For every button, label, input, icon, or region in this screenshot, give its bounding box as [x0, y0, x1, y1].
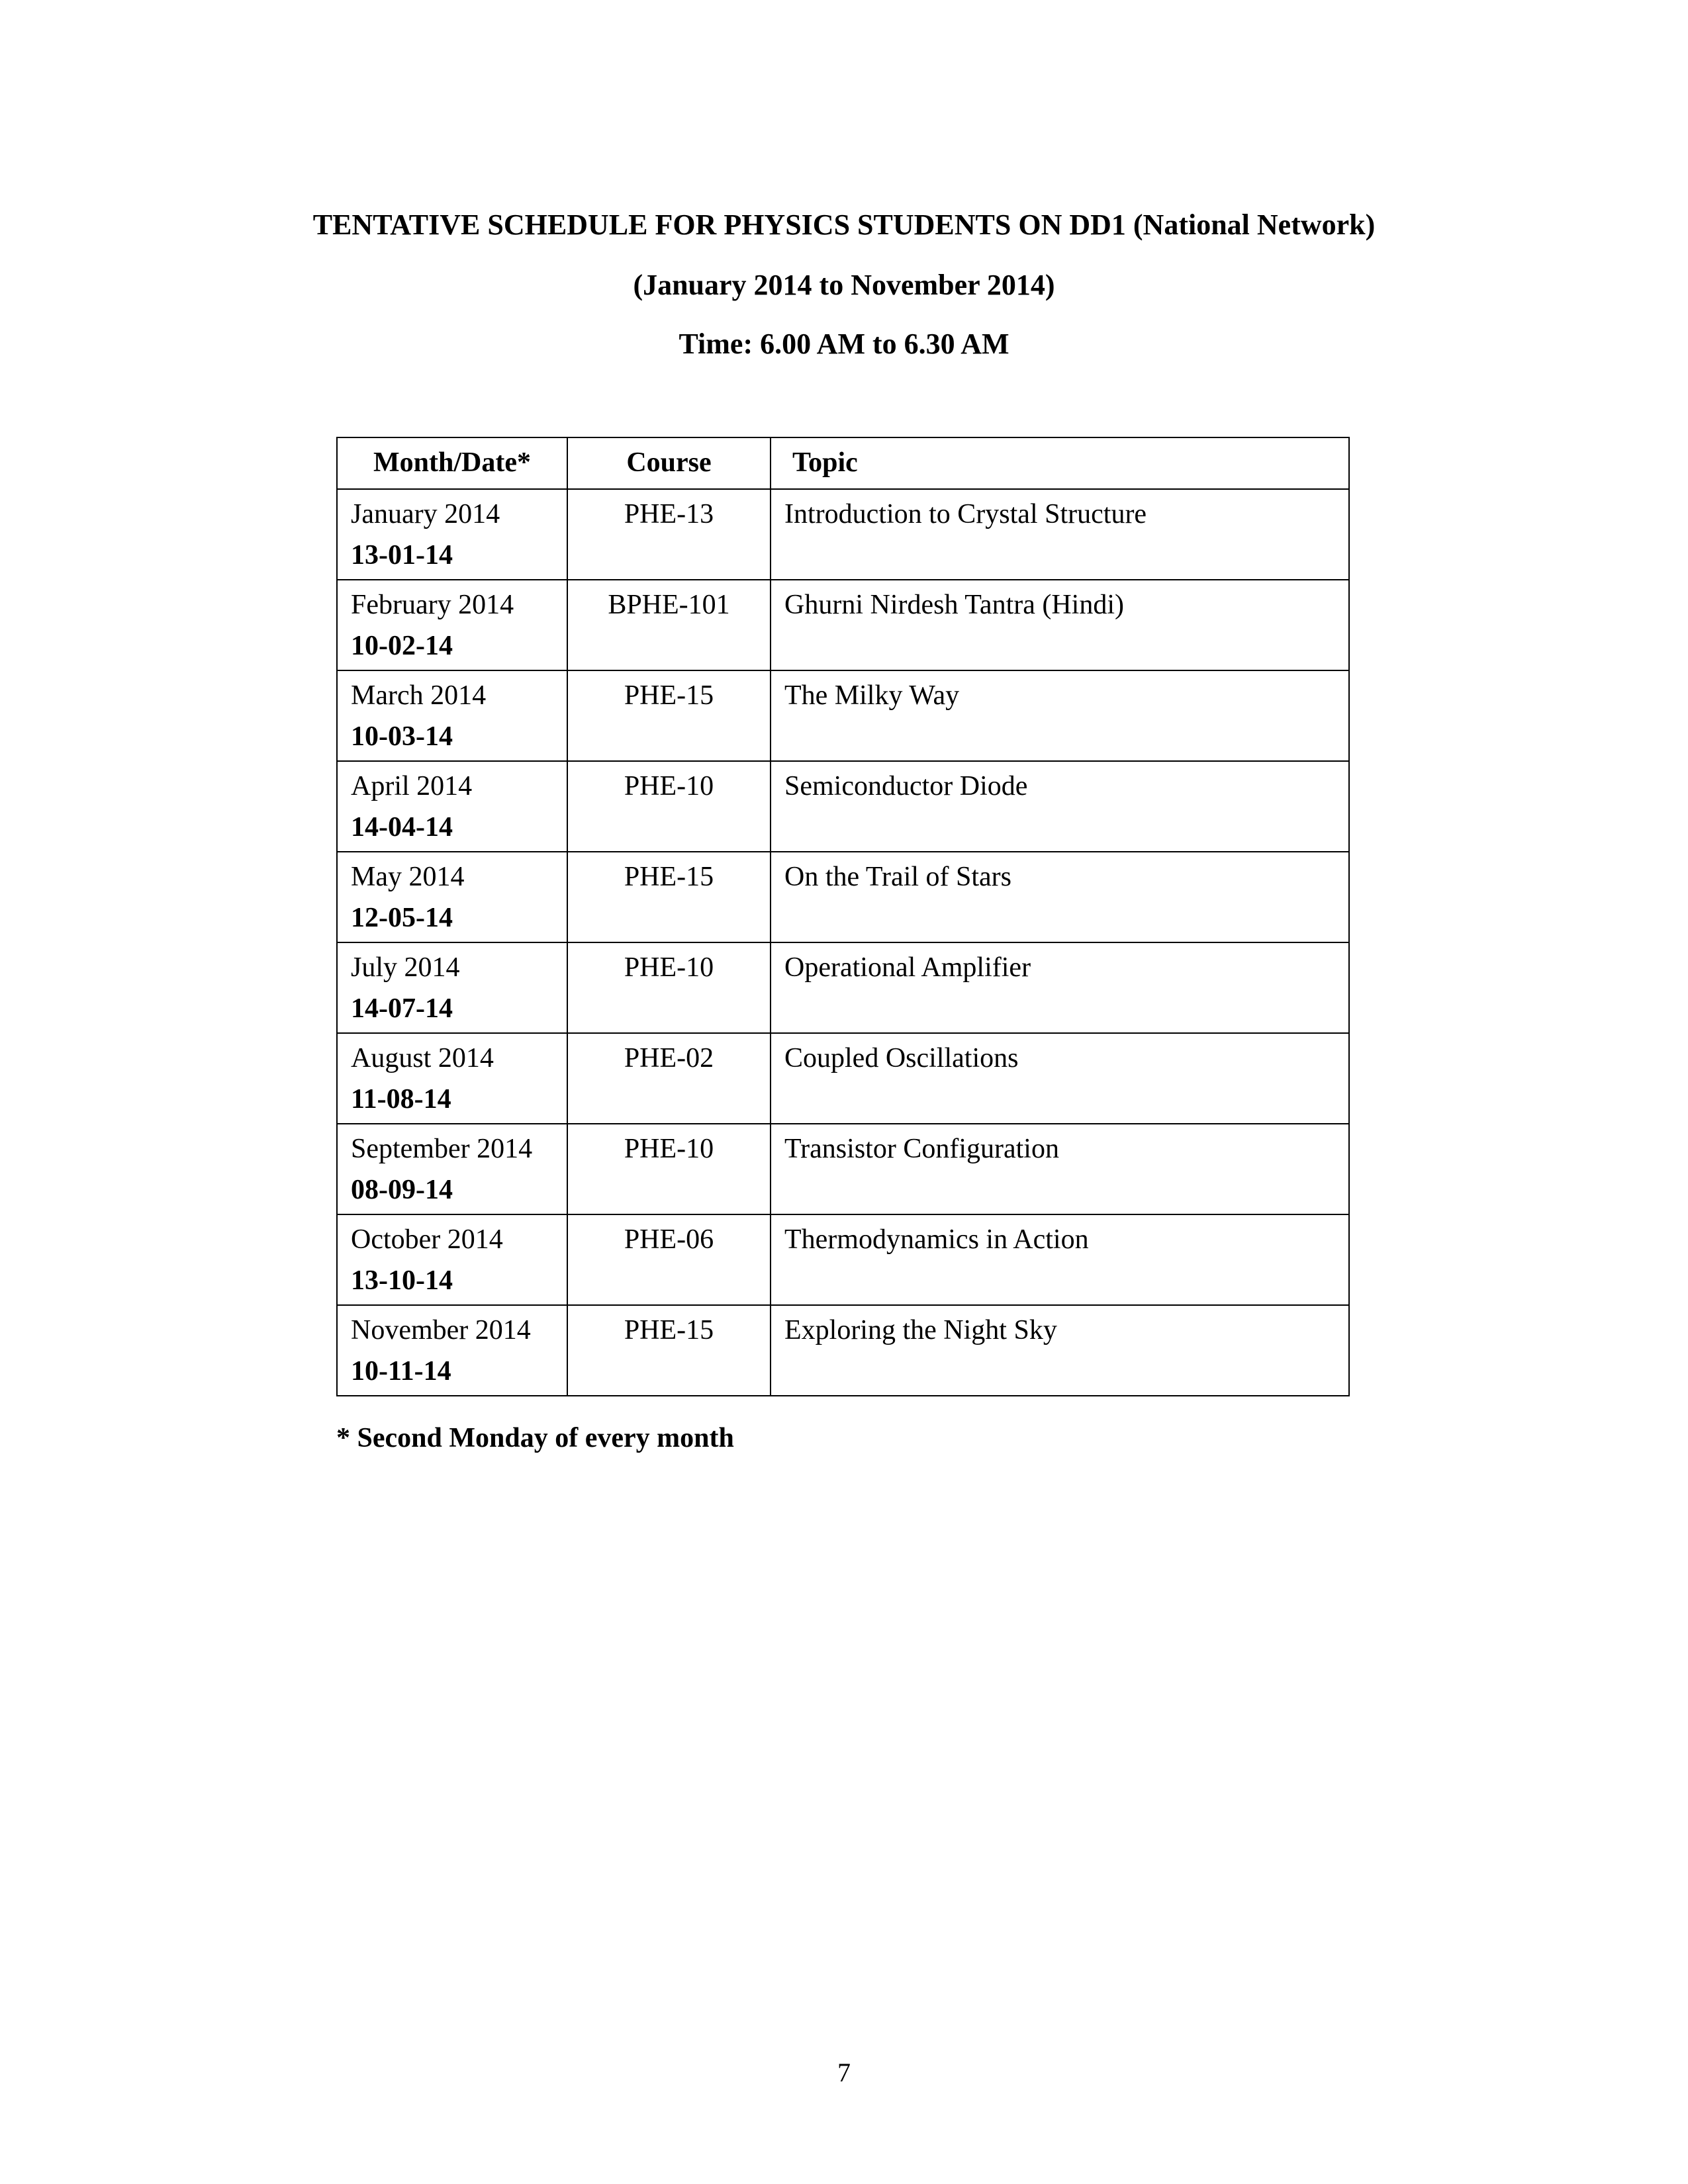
schedule-period: (January 2014 to November 2014)	[633, 269, 1055, 301]
course-code: PHE-15	[567, 670, 771, 761]
broadcast-date: 11-08-14	[351, 1084, 451, 1115]
table-header-row	[337, 437, 1349, 489]
course-code: PHE-15	[567, 852, 771, 942]
broadcast-date: 14-07-14	[351, 993, 453, 1024]
page-number: 7	[837, 2058, 851, 2087]
month-label: October 2014	[351, 1224, 503, 1255]
month-date-cell	[337, 1033, 567, 1124]
topic-title: Thermodynamics in Action	[784, 1224, 1089, 1255]
broadcast-date: 13-01-14	[351, 540, 453, 570]
table-row	[337, 670, 1349, 761]
month-date-cell	[337, 1305, 567, 1396]
broadcast-date: 14-04-14	[351, 812, 453, 842]
topic-title: The Milky Way	[784, 680, 960, 711]
month-label: November 2014	[351, 1315, 531, 1345]
broadcast-date: 10-02-14	[351, 631, 453, 661]
month-date-cell	[337, 761, 567, 852]
month-date-cell	[337, 1214, 567, 1305]
course-code: PHE-10	[567, 942, 771, 1033]
course-code: PHE-10	[567, 1124, 771, 1214]
schedule-table	[336, 437, 1350, 1396]
month-date-cell	[337, 489, 567, 580]
month-label: April 2014	[351, 771, 473, 801]
month-label: May 2014	[351, 862, 465, 892]
table-row	[337, 1124, 1349, 1214]
course-code: PHE-15	[567, 1305, 771, 1396]
table-row	[337, 489, 1349, 580]
course-code: PHE-13	[567, 489, 771, 580]
column-header-topic: Topic	[771, 437, 1349, 489]
column-header-month-date: Month/Date*	[337, 437, 567, 489]
topic-cell	[771, 489, 1349, 580]
broadcast-date: 08-09-14	[351, 1175, 453, 1205]
month-label: January 2014	[351, 499, 500, 529]
broadcast-date: 10-03-14	[351, 721, 453, 752]
course-code: PHE-06	[567, 1214, 771, 1305]
topic-cell	[771, 670, 1349, 761]
table-row	[337, 1305, 1349, 1396]
month-label: August 2014	[351, 1043, 494, 1073]
topic-title: Introduction to Crystal Structure	[784, 499, 1147, 529]
month-label: February 2014	[351, 590, 514, 620]
broadcast-date: 10-11-14	[351, 1356, 451, 1387]
topic-title: On the Trail of Stars	[784, 862, 1012, 892]
month-label: March 2014	[351, 680, 487, 711]
topic-title: Ghurni Nirdesh Tantra (Hindi)	[784, 590, 1125, 620]
course-code: PHE-02	[567, 1033, 771, 1124]
broadcast-time: Time: 6.00 AM to 6.30 AM	[679, 328, 1009, 360]
topic-title: Semiconductor Diode	[784, 771, 1028, 801]
topic-cell	[771, 1124, 1349, 1214]
topic-cell	[771, 761, 1349, 852]
table-row	[337, 942, 1349, 1033]
course-code: PHE-10	[567, 761, 771, 852]
broadcast-date: 12-05-14	[351, 903, 453, 933]
course-code: BPHE-101	[567, 580, 771, 670]
topic-cell	[771, 942, 1349, 1033]
table-row	[337, 580, 1349, 670]
table-row	[337, 1033, 1349, 1124]
topic-cell	[771, 1305, 1349, 1396]
month-date-cell	[337, 580, 567, 670]
table-row	[337, 852, 1349, 942]
table-row	[337, 1214, 1349, 1305]
month-date-cell	[337, 1124, 567, 1214]
topic-cell	[771, 852, 1349, 942]
month-date-cell	[337, 670, 567, 761]
topic-cell	[771, 1033, 1349, 1124]
topic-title: Exploring the Night Sky	[784, 1315, 1057, 1345]
broadcast-date: 13-10-14	[351, 1265, 453, 1296]
topic-title: Operational Amplifier	[784, 952, 1031, 983]
month-label: July 2014	[351, 952, 460, 983]
topic-title: Transistor Configuration	[784, 1134, 1059, 1164]
topic-cell	[771, 1214, 1349, 1305]
topic-title: Coupled Oscillations	[784, 1043, 1019, 1073]
month-date-cell	[337, 852, 567, 942]
document-title: TENTATIVE SCHEDULE FOR PHYSICS STUDENTS ON DD1 (National Network)	[312, 208, 1376, 241]
topic-cell	[771, 580, 1349, 670]
month-label: September 2014	[351, 1134, 533, 1164]
month-date-cell	[337, 942, 567, 1033]
column-header-course: Course	[567, 437, 771, 489]
table-row	[337, 761, 1349, 852]
footnote: * Second Monday of every month	[336, 1423, 734, 1453]
